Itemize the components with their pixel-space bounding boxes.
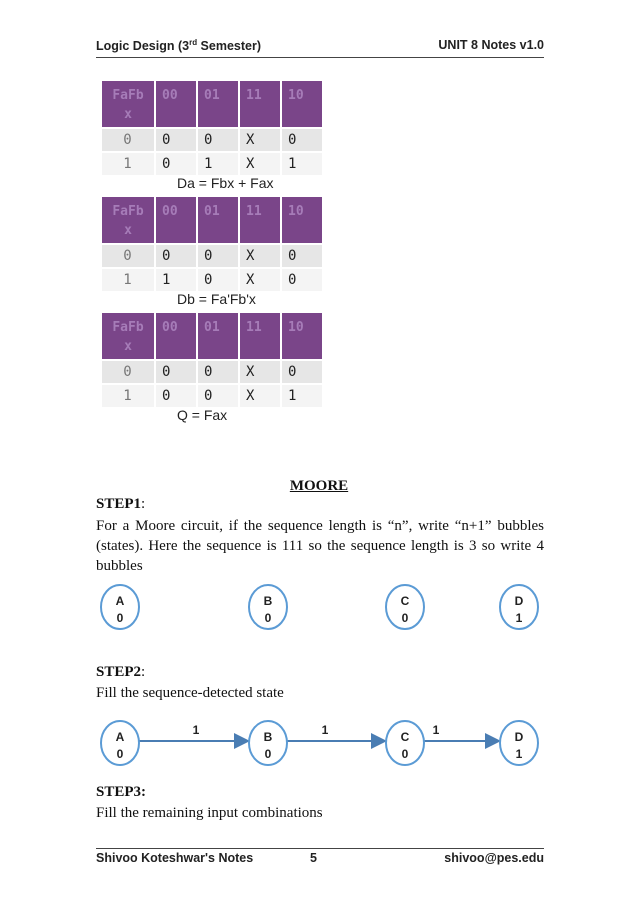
equation-da: Da = Fbx + Fax <box>177 175 274 191</box>
footer-email: shivoo@pes.edu <box>444 851 544 865</box>
state-bubble-c <box>386 585 424 629</box>
kmap-cell: 0 <box>197 360 239 384</box>
kmap-row-label: 1 <box>101 268 155 292</box>
kmap-col-header: 11 <box>239 312 281 360</box>
state-bubble-d <box>500 585 538 629</box>
kmap-cell: 1 <box>281 152 323 176</box>
kmap-cell: 1 <box>155 268 197 292</box>
header-course: Logic Design (3rd Semester) <box>96 38 262 54</box>
footer-rule <box>96 848 544 849</box>
kmap-table-q <box>100 311 324 409</box>
page-header <box>96 38 544 56</box>
header-unit: UNIT 8 Notes v1.0 <box>438 38 544 52</box>
state-bubble-b <box>249 585 287 629</box>
kmap-cell: 0 <box>281 128 323 152</box>
equation-db: Db = Fa'Fb'x <box>177 291 256 307</box>
state-name: C <box>400 594 410 608</box>
state-name: D <box>514 594 524 608</box>
state-name: B <box>263 594 273 608</box>
state-bubble-a <box>101 585 139 629</box>
state-bubble-c <box>386 721 424 765</box>
kmap-cell: 0 <box>197 244 239 268</box>
kmap-cell: 0 <box>155 152 197 176</box>
kmap-cell: 1 <box>281 384 323 408</box>
kmap-row-label: 1 <box>101 152 155 176</box>
kmap-cell: 0 <box>281 360 323 384</box>
kmap-header-row <box>101 312 323 360</box>
transition-c-d <box>424 723 499 741</box>
transition-b-c <box>287 723 385 741</box>
kmap-row-label: 1 <box>101 384 155 408</box>
kmap-corner-label: FaFb x <box>101 196 155 244</box>
kmap-corner-label: FaFb x <box>101 80 155 128</box>
state-name: A <box>115 730 125 744</box>
kmap-col-header: 00 <box>155 196 197 244</box>
state-name: C <box>400 730 410 744</box>
kmap-col-header: 01 <box>197 196 239 244</box>
transition-label: 1 <box>192 723 200 737</box>
kmap-row-label: 0 <box>101 128 155 152</box>
state-name: D <box>514 730 524 744</box>
kmap-cell: 0 <box>155 360 197 384</box>
state-output: 0 <box>264 611 272 625</box>
state-output: 0 <box>401 611 409 625</box>
kmap-row <box>101 128 323 152</box>
kmap-cell: 0 <box>155 384 197 408</box>
equation-q: Q = Fax <box>177 407 228 423</box>
step1-text: For a Moore circuit, if the sequence length is “n”, write “n+1” bubbles (states). Here the sequence is 111 so the sequence length is 3 so write 4 bubbles <box>96 518 544 574</box>
step1-heading: STEP1: <box>96 496 146 512</box>
state-diagram-step2 <box>0 716 638 770</box>
state-bubble-d <box>500 721 538 765</box>
state-diagram-step1 <box>0 582 638 634</box>
kmap-col-header: 00 <box>155 312 197 360</box>
step3-text: Fill the remaining input combinations <box>96 805 323 821</box>
footer-author: Shivoo Koteshwar's Notes <box>96 851 254 865</box>
kmap-cell: X <box>239 268 281 292</box>
transition-label: 1 <box>432 723 440 737</box>
kmap-col-header: 10 <box>281 312 323 360</box>
kmap-row <box>101 360 323 384</box>
kmap-cell: 0 <box>197 384 239 408</box>
state-output: 0 <box>116 611 124 625</box>
kmap-cell: 0 <box>281 268 323 292</box>
kmap-row <box>101 152 323 176</box>
state-bubble-b <box>249 721 287 765</box>
kmap-cell: 0 <box>197 268 239 292</box>
state-output: 1 <box>515 611 523 625</box>
kmap-cell: X <box>239 152 281 176</box>
section-title-moore: MOORE <box>289 478 349 494</box>
kmap-row <box>101 244 323 268</box>
kmap-table-da <box>100 79 324 177</box>
kmap-col-header: 01 <box>197 312 239 360</box>
kmap-row-label: 0 <box>101 244 155 268</box>
kmap-col-header: 11 <box>239 80 281 128</box>
kmap-cell: 0 <box>155 244 197 268</box>
state-output: 0 <box>401 747 409 761</box>
kmap-table-db <box>100 195 324 293</box>
state-name: A <box>115 594 125 608</box>
kmap-row <box>101 384 323 408</box>
step3-heading: STEP3: <box>96 784 147 800</box>
kmap-header-row <box>101 196 323 244</box>
state-output: 0 <box>264 747 272 761</box>
kmap-corner-label: FaFb x <box>101 312 155 360</box>
kmap-cell: X <box>239 244 281 268</box>
kmap-cell: 0 <box>281 244 323 268</box>
kmap-col-header: 01 <box>197 80 239 128</box>
step2-text: Fill the sequence-detected state <box>96 685 284 701</box>
kmap-row-label: 0 <box>101 360 155 384</box>
transition-label: 1 <box>321 723 329 737</box>
header-rule <box>96 57 544 58</box>
kmap-col-header: 11 <box>239 196 281 244</box>
kmap-cell: 0 <box>155 128 197 152</box>
kmap-cell: 0 <box>197 128 239 152</box>
kmap-cell: X <box>239 360 281 384</box>
state-output: 0 <box>116 747 124 761</box>
kmap-row <box>101 268 323 292</box>
kmap-col-header: 10 <box>281 196 323 244</box>
state-bubble-a <box>101 721 139 765</box>
state-name: B <box>263 730 273 744</box>
kmap-col-header: 10 <box>281 80 323 128</box>
kmap-col-header: 00 <box>155 80 197 128</box>
step2-heading: STEP2: <box>96 664 146 680</box>
transition-a-b <box>139 723 248 741</box>
kmap-cell: 1 <box>197 152 239 176</box>
kmap-cell: X <box>239 128 281 152</box>
page-footer <box>96 851 544 869</box>
kmap-cell: X <box>239 384 281 408</box>
state-output: 1 <box>515 747 523 761</box>
kmap-header-row <box>101 80 323 128</box>
page-number: 5 <box>310 851 317 865</box>
